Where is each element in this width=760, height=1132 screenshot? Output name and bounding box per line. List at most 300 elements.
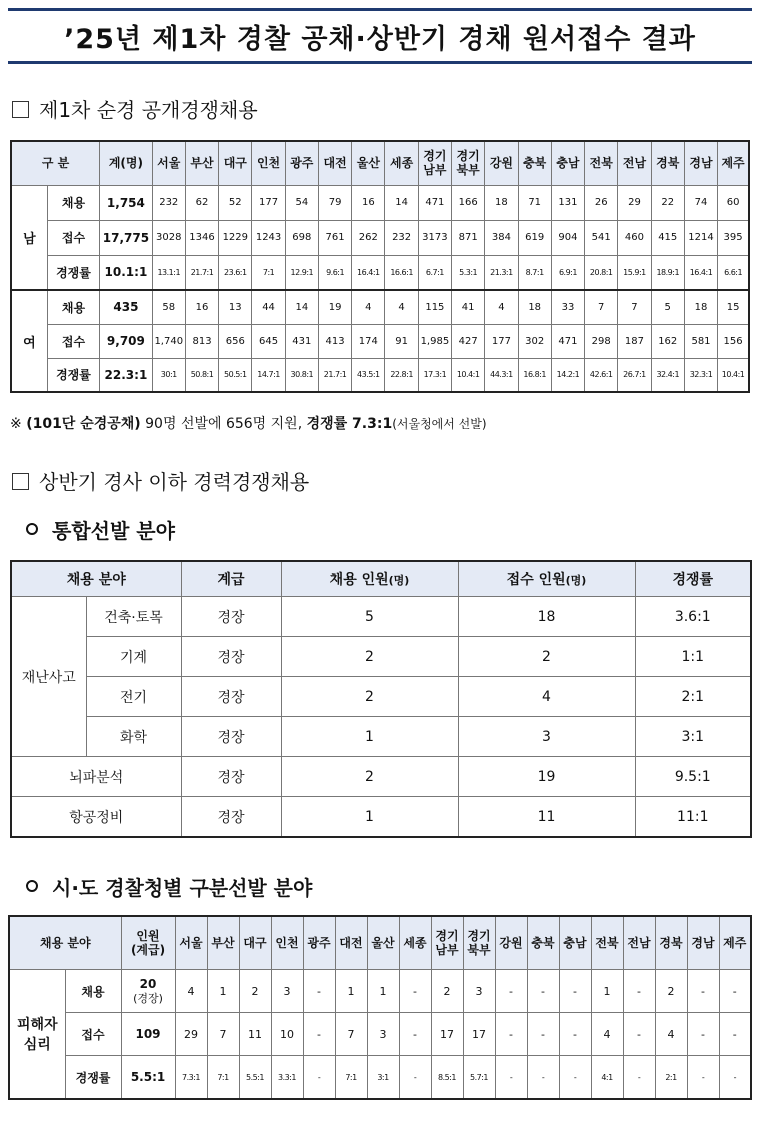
- header-region: 전북: [585, 141, 618, 185]
- section-heading-2-text: 상반기 경사 이하 경력경쟁채용: [39, 470, 310, 494]
- hire-value: 1: [281, 797, 458, 838]
- cell-value: 23.6:1: [219, 255, 252, 290]
- rank-value: 경장: [181, 597, 281, 637]
- header-region: 인천: [252, 141, 285, 185]
- table-row: [11, 797, 751, 838]
- table-integrated-selection: [10, 560, 752, 838]
- cell-value: 54: [285, 185, 318, 220]
- row-total: 435: [100, 290, 152, 324]
- cell-value: 30.8:1: [285, 358, 318, 392]
- row-label: 채용: [47, 290, 99, 324]
- cell-value: -: [303, 970, 335, 1013]
- header-region: 전북: [591, 916, 623, 970]
- header-region: 경기 북부: [452, 141, 485, 185]
- header-group: 구 분: [11, 141, 100, 185]
- cell-value: 645: [252, 324, 285, 358]
- header-rate: 경쟁률: [635, 561, 751, 597]
- header-region: 강원: [495, 916, 527, 970]
- header-region: 서울: [152, 141, 185, 185]
- cell-value: 7: [585, 290, 618, 324]
- header-region: 충북: [518, 141, 551, 185]
- cell-value: 17: [463, 1013, 495, 1056]
- cell-value: 20.8:1: [585, 255, 618, 290]
- row-label: 채용: [47, 185, 99, 220]
- row-total-value: 5.5:1: [130, 1070, 166, 1084]
- header-apply: 접수 인원(명): [458, 561, 635, 597]
- cell-value: -: [495, 1056, 527, 1100]
- cell-value: 29: [175, 1013, 207, 1056]
- row-label: 접수: [65, 1013, 121, 1056]
- cell-value: 9.6:1: [318, 255, 351, 290]
- cell-value: 2: [655, 970, 687, 1013]
- cell-value: -: [687, 970, 719, 1013]
- cell-value: 32.3:1: [684, 358, 717, 392]
- hire-value: 2: [281, 757, 458, 797]
- cell-value: 427: [452, 324, 485, 358]
- apply-value: 11: [458, 797, 635, 838]
- cell-value: -: [495, 1013, 527, 1056]
- cell-value: 16: [352, 185, 385, 220]
- subsection-heading-1: [26, 515, 175, 544]
- cell-value: -: [527, 970, 559, 1013]
- cell-value: -: [623, 970, 655, 1013]
- cell-value: 174: [352, 324, 385, 358]
- table-row: [9, 1056, 751, 1100]
- cell-value: 431: [285, 324, 318, 358]
- cell-value: 7:1: [335, 1056, 367, 1100]
- cell-value: 871: [452, 220, 485, 255]
- section-heading-2: [12, 466, 309, 495]
- cell-value: 4: [655, 1013, 687, 1056]
- title-bottom-rule: [8, 61, 752, 64]
- cell-value: 42.6:1: [585, 358, 618, 392]
- field-label: 뇌파분석: [11, 757, 181, 797]
- field-label: 항공정비: [11, 797, 181, 838]
- cell-value: -: [527, 1056, 559, 1100]
- cell-value: 21.3:1: [485, 255, 518, 290]
- cell-value: 18: [518, 290, 551, 324]
- cell-value: 5.3:1: [452, 255, 485, 290]
- cell-value: 5: [651, 290, 684, 324]
- cell-value: -: [623, 1013, 655, 1056]
- cell-value: 2:1: [655, 1056, 687, 1100]
- cell-value: -: [719, 1056, 751, 1100]
- cell-value: 7:1: [252, 255, 285, 290]
- cell-value: 166: [452, 185, 485, 220]
- hire-value: 5: [281, 597, 458, 637]
- table-row: [11, 324, 749, 358]
- row-total-sub: (경장): [133, 991, 163, 1005]
- header-region: 인천: [271, 916, 303, 970]
- header-count-label: 인원: [136, 929, 160, 943]
- cell-value: 12.9:1: [285, 255, 318, 290]
- cell-value: 262: [352, 220, 385, 255]
- cell-value: 115: [418, 290, 451, 324]
- section-heading-1: [12, 94, 258, 123]
- cell-value: 3:1: [367, 1056, 399, 1100]
- row-label: 채용: [65, 970, 121, 1013]
- header-region: 전남: [623, 916, 655, 970]
- cell-value: 1: [207, 970, 239, 1013]
- apply-value: 19: [458, 757, 635, 797]
- note-suffix: (서울청에서 선발): [392, 417, 487, 431]
- rank-value: 경장: [181, 717, 281, 757]
- cell-value: 16: [185, 290, 218, 324]
- cell-value: -: [719, 1013, 751, 1056]
- circle-bullet-icon: [26, 880, 38, 892]
- cell-value: 131: [551, 185, 584, 220]
- cell-value: 44.3:1: [485, 358, 518, 392]
- group-label: 재난사고: [11, 597, 86, 757]
- rank-value: 경장: [181, 637, 281, 677]
- cell-value: 30:1: [152, 358, 185, 392]
- cell-value: 4: [175, 970, 207, 1013]
- cell-value: 18: [485, 185, 518, 220]
- hire-value: 2: [281, 637, 458, 677]
- cell-value: 52: [219, 185, 252, 220]
- field-label: 전기: [86, 677, 181, 717]
- note-bold-1: (101단 순경공채): [26, 416, 141, 432]
- cell-value: 7: [335, 1013, 367, 1056]
- rate-value: 9.5:1: [635, 757, 751, 797]
- cell-value: 6.7:1: [418, 255, 451, 290]
- hire-value: 1: [281, 717, 458, 757]
- row-total: 22.3:1: [100, 358, 152, 392]
- cell-value: 22: [651, 185, 684, 220]
- row-total: 10.1:1: [100, 255, 152, 290]
- cell-value: 4:1: [591, 1056, 623, 1100]
- cell-value: 4: [352, 290, 385, 324]
- cell-value: 2: [431, 970, 463, 1013]
- cell-value: 395: [718, 220, 749, 255]
- cell-value: 7: [207, 1013, 239, 1056]
- cell-value: 19: [318, 290, 351, 324]
- cell-value: 5.7:1: [463, 1056, 495, 1100]
- note-prefix: ※: [10, 416, 27, 432]
- table-row: [11, 358, 749, 392]
- cell-value: 15.9:1: [618, 255, 651, 290]
- rate-value: 3.6:1: [635, 597, 751, 637]
- cell-value: 1: [335, 970, 367, 1013]
- header-region: 울산: [367, 916, 399, 970]
- cell-value: 22.8:1: [385, 358, 418, 392]
- cell-value: 62: [185, 185, 218, 220]
- cell-value: 7: [618, 290, 651, 324]
- row-total: 17,775: [100, 220, 152, 255]
- field-label: 기계: [86, 637, 181, 677]
- cell-value: 1346: [185, 220, 218, 255]
- cell-value: -: [527, 1013, 559, 1056]
- cell-value: 384: [485, 220, 518, 255]
- cell-value: 904: [551, 220, 584, 255]
- row-total-value: 109: [135, 1027, 161, 1041]
- cell-value: 6.9:1: [551, 255, 584, 290]
- cell-value: -: [399, 1056, 431, 1100]
- field-label: 건축·토목: [86, 597, 181, 637]
- cell-value: 3173: [418, 220, 451, 255]
- header-region: 충남: [559, 916, 591, 970]
- cell-value: 26.7:1: [618, 358, 651, 392]
- cell-value: 16.6:1: [385, 255, 418, 290]
- cell-value: 581: [684, 324, 717, 358]
- cell-value: 3028: [152, 220, 185, 255]
- cell-value: 3: [463, 970, 495, 1013]
- cell-value: 16.4:1: [352, 255, 385, 290]
- header-field: 채용 분야: [9, 916, 121, 970]
- table-row: [11, 290, 749, 324]
- table-row: [11, 255, 749, 290]
- cell-value: 8.5:1: [431, 1056, 463, 1100]
- cell-value: 17.3:1: [418, 358, 451, 392]
- cell-value: 14: [385, 185, 418, 220]
- cell-value: 4: [485, 290, 518, 324]
- header-region: 경북: [651, 141, 684, 185]
- note-middle: 90명 선발에 656명 지원,: [140, 416, 307, 432]
- cell-value: -: [687, 1013, 719, 1056]
- cell-value: 1: [367, 970, 399, 1013]
- cell-value: -: [559, 1056, 591, 1100]
- cell-value: 50.5:1: [219, 358, 252, 392]
- cell-value: 71: [518, 185, 551, 220]
- header-region: 부산: [185, 141, 218, 185]
- table-row: [11, 597, 751, 637]
- rate-value: 3:1: [635, 717, 751, 757]
- title-block: [8, 8, 752, 64]
- header-hire: 채용 인원(명): [281, 561, 458, 597]
- cell-value: 16.4:1: [684, 255, 717, 290]
- cell-value: 91: [385, 324, 418, 358]
- cell-value: 415: [651, 220, 684, 255]
- row-label: 경쟁률: [47, 255, 99, 290]
- cell-value: 13: [219, 290, 252, 324]
- cell-value: 14: [285, 290, 318, 324]
- header-region: 울산: [352, 141, 385, 185]
- rank-value: 경장: [181, 797, 281, 838]
- table-regional-selection: [8, 915, 752, 1100]
- cell-value: 619: [518, 220, 551, 255]
- cell-value: 6.6:1: [718, 255, 749, 290]
- cell-value: -: [399, 970, 431, 1013]
- header-region: 부산: [207, 916, 239, 970]
- apply-value: 4: [458, 677, 635, 717]
- row-label: 접수: [47, 220, 99, 255]
- apply-value: 2: [458, 637, 635, 677]
- row-total: 9,709: [100, 324, 152, 358]
- cell-value: -: [303, 1013, 335, 1056]
- cell-value: 50.8:1: [185, 358, 218, 392]
- header-region: 대전: [318, 141, 351, 185]
- cell-value: 79: [318, 185, 351, 220]
- cell-value: 1214: [684, 220, 717, 255]
- cell-value: 156: [718, 324, 749, 358]
- cell-value: 33: [551, 290, 584, 324]
- header-region: 대전: [335, 916, 367, 970]
- cell-value: 58: [152, 290, 185, 324]
- cell-value: 17: [431, 1013, 463, 1056]
- cell-value: 74: [684, 185, 717, 220]
- rate-value: 2:1: [635, 677, 751, 717]
- cell-value: -: [559, 1013, 591, 1056]
- cell-value: 4: [385, 290, 418, 324]
- header-region: 강원: [485, 141, 518, 185]
- cell-value: 4: [591, 1013, 623, 1056]
- header-rank: 계급: [181, 561, 281, 597]
- header-count: [121, 916, 175, 970]
- group-label: 여: [11, 290, 47, 392]
- cell-value: 541: [585, 220, 618, 255]
- cell-value: 13.1:1: [152, 255, 185, 290]
- row-total: [121, 1056, 175, 1100]
- group-label: 남: [11, 185, 47, 290]
- cell-value: 29: [618, 185, 651, 220]
- cell-value: 1229: [219, 220, 252, 255]
- header-region: 서울: [175, 916, 207, 970]
- cell-value: 8.7:1: [518, 255, 551, 290]
- checkbox-square-icon: [12, 473, 29, 490]
- cell-value: 177: [485, 324, 518, 358]
- header-field: 채용 분야: [11, 561, 181, 597]
- row-label: 경쟁률: [47, 358, 99, 392]
- subsection-heading-1-text: 통합선발 분야: [52, 519, 175, 543]
- section-heading-1-text: 제1차 순경 공개경쟁채용: [39, 98, 258, 122]
- cell-value: 18: [684, 290, 717, 324]
- rank-value: 경장: [181, 677, 281, 717]
- header-region: 경남: [684, 141, 717, 185]
- cell-value: 18.9:1: [651, 255, 684, 290]
- subsection-heading-2: [26, 872, 312, 901]
- row-total-value: 20: [139, 976, 157, 991]
- cell-value: -: [623, 1056, 655, 1100]
- cell-value: 3: [367, 1013, 399, 1056]
- header-count-sub: (계급): [130, 943, 166, 957]
- cell-value: 813: [185, 324, 218, 358]
- table-row: [11, 185, 749, 220]
- cell-value: 60: [718, 185, 749, 220]
- header-region: 대구: [219, 141, 252, 185]
- header-region: 충남: [551, 141, 584, 185]
- cell-value: 32.4:1: [651, 358, 684, 392]
- row-total: [121, 1013, 175, 1056]
- header-region: 세종: [385, 141, 418, 185]
- cell-value: 1,985: [418, 324, 451, 358]
- cell-value: 11: [239, 1013, 271, 1056]
- header-region: 광주: [285, 141, 318, 185]
- header-region: 경북: [655, 916, 687, 970]
- cell-value: 413: [318, 324, 351, 358]
- cell-value: 10.4:1: [452, 358, 485, 392]
- cell-value: 44: [252, 290, 285, 324]
- cell-value: 41: [452, 290, 485, 324]
- cell-value: 10.4:1: [718, 358, 749, 392]
- circle-bullet-icon: [26, 523, 38, 535]
- rate-value: 11:1: [635, 797, 751, 838]
- cell-value: 302: [518, 324, 551, 358]
- header-region: 경기 남부: [431, 916, 463, 970]
- table-row: [11, 220, 749, 255]
- table-row: [11, 717, 751, 757]
- cell-value: 7.3:1: [175, 1056, 207, 1100]
- footnote: [10, 413, 487, 433]
- cell-value: 5.5:1: [239, 1056, 271, 1100]
- header-region: 충북: [527, 916, 559, 970]
- cell-value: 232: [385, 220, 418, 255]
- field-label: 화학: [86, 717, 181, 757]
- cell-value: 471: [551, 324, 584, 358]
- cell-value: -: [303, 1056, 335, 1100]
- cell-value: -: [399, 1013, 431, 1056]
- cell-value: 232: [152, 185, 185, 220]
- header-region: 대구: [239, 916, 271, 970]
- cell-value: 14.7:1: [252, 358, 285, 392]
- group-label: 피해자 심리: [9, 970, 65, 1100]
- cell-value: -: [495, 970, 527, 1013]
- rank-value: 경장: [181, 757, 281, 797]
- cell-value: 26: [585, 185, 618, 220]
- row-total: [121, 970, 175, 1013]
- row-total: 1,754: [100, 185, 152, 220]
- cell-value: 1,740: [152, 324, 185, 358]
- table-row: [9, 1013, 751, 1056]
- hire-value: 2: [281, 677, 458, 717]
- cell-value: 43.5:1: [352, 358, 385, 392]
- cell-value: 10: [271, 1013, 303, 1056]
- header-region: 제주: [719, 916, 751, 970]
- cell-value: 2: [239, 970, 271, 1013]
- table-row: [11, 677, 751, 717]
- cell-value: 3.3:1: [271, 1056, 303, 1100]
- cell-value: 14.2:1: [551, 358, 584, 392]
- cell-value: 298: [585, 324, 618, 358]
- rate-value: 1:1: [635, 637, 751, 677]
- header-region: 경기 북부: [463, 916, 495, 970]
- cell-value: 177: [252, 185, 285, 220]
- header-region: 전남: [618, 141, 651, 185]
- row-label: 경쟁률: [65, 1056, 121, 1100]
- cell-value: 187: [618, 324, 651, 358]
- cell-value: 1: [591, 970, 623, 1013]
- cell-value: 656: [219, 324, 252, 358]
- header-region: 세종: [399, 916, 431, 970]
- header-region: 광주: [303, 916, 335, 970]
- row-label: 접수: [47, 324, 99, 358]
- note-bold-2: 경쟁률 7.3:1: [306, 416, 393, 432]
- cell-value: 7:1: [207, 1056, 239, 1100]
- subsection-heading-2-text: 시·도 경찰청별 구분선발 분야: [52, 876, 313, 900]
- table-row: [9, 970, 751, 1013]
- cell-value: 16.8:1: [518, 358, 551, 392]
- cell-value: 21.7:1: [185, 255, 218, 290]
- checkbox-square-icon: [12, 101, 29, 118]
- header-region: 경기 남부: [418, 141, 451, 185]
- apply-value: 18: [458, 597, 635, 637]
- cell-value: 3: [271, 970, 303, 1013]
- header-region: 경남: [687, 916, 719, 970]
- header-region: 제주: [718, 141, 749, 185]
- cell-value: 15: [718, 290, 749, 324]
- table-public-recruitment: [10, 140, 750, 393]
- cell-value: 21.7:1: [318, 358, 351, 392]
- cell-value: 460: [618, 220, 651, 255]
- apply-value: 3: [458, 717, 635, 757]
- cell-value: -: [719, 970, 751, 1013]
- table-row: [11, 757, 751, 797]
- page-title: ’25년 제1차 경찰 공채·상반기 경채 원서접수 결과: [64, 24, 696, 55]
- cell-value: -: [687, 1056, 719, 1100]
- header-total: 계(명): [100, 141, 152, 185]
- cell-value: 1243: [252, 220, 285, 255]
- cell-value: 471: [418, 185, 451, 220]
- table-row: [11, 637, 751, 677]
